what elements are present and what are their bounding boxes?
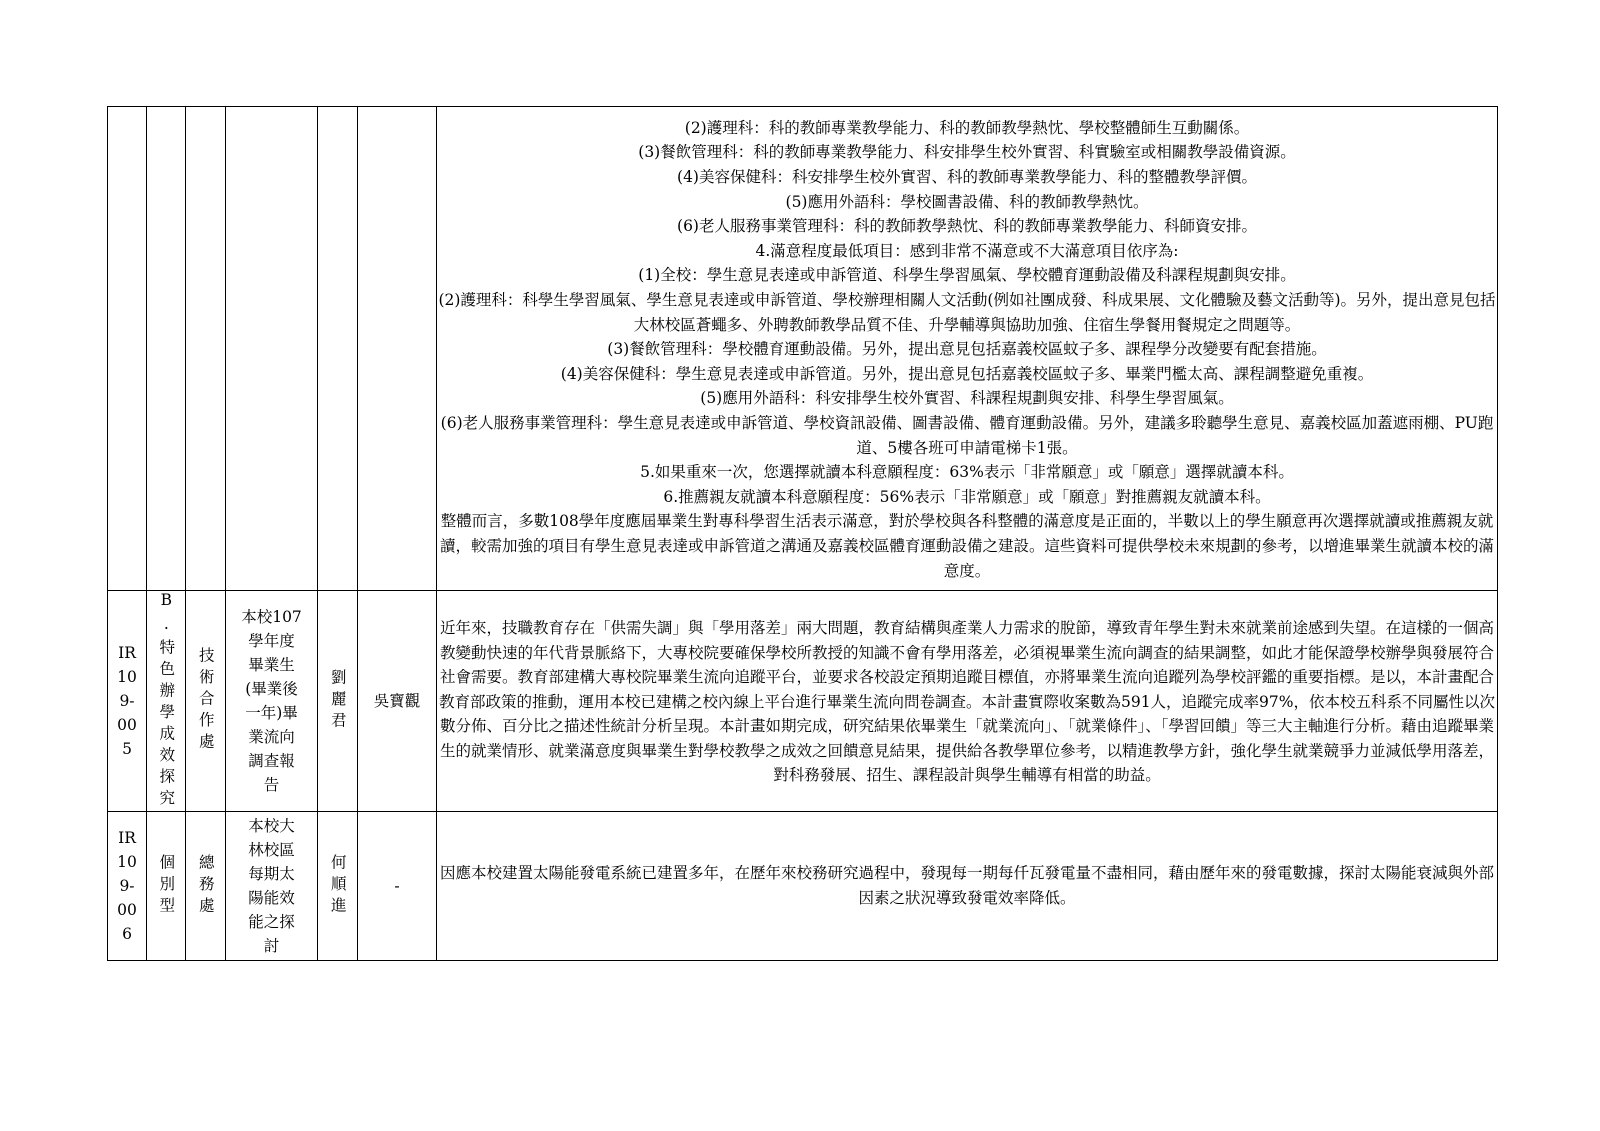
summary-line: 6.推薦親友就讀本科意願程度：56%表示「非常願意」或「願意」對推薦親友就讀本科。 <box>663 487 1271 506</box>
summary-line: 5.如果重來一次，您選擇就讀本科意願程度：63%表示「非常願意」或「願意」選擇就讀本科。 <box>640 463 1294 482</box>
type-cell: B.特色辦學成效探究 <box>147 591 186 812</box>
title-cell <box>226 107 318 591</box>
unit-cell: 總務處 <box>186 812 226 961</box>
summary-line: (2)護理科：科的教師專業教學能力、科的教師教學熱忱、學校整體師生互動關係。 <box>684 118 1250 137</box>
author-cell: 劉麗君 <box>318 591 358 812</box>
type-cell: 個別型 <box>147 812 186 961</box>
author-cell: 何順進 <box>318 812 358 961</box>
summary-cell: 因應本校建置太陽能發電系統已建置多年，在歷年來校務研究過程中，發現每一期每仟瓦發電量不盡相同，藉由歷年來的發電數據，探討太陽能衰減與外部因素之狀況導致發電效率降低。 <box>437 812 1498 961</box>
summary-cell: 近年來，技職教育存在「供需失調」與「學用落差」兩大問題，教育結構與產業人力需求的脫節，導致青年學生對未來就業前途感到失望。在這樣的一個高教變動快速的年代背景脈絡下，大專校院要確保學校所教授的知識不會有學用落差，必須視畢業生流向調查的結果調整，如此才能保證學校辦學與發展符合社會需要。教育部建構大專校院畢業生流向追蹤平台，並要求各校設定預期追蹤目標值，亦將畢業生流向追蹤列為學校評鑑的重要指標。是以，本計畫配合教育部政策的推動，運用本校已建構之校內線上平台進行畢業生流向問卷調查。本計畫實際收案數為591人，追蹤完成率97%，依本校五科系不同屬性以次數分佈、百分比之描述性統計分析呈現。本計畫如期完成，研究結果依畢業生「就業流向」、「就業條件」、「學習回饋」等三大主軸進行分析。藉由追蹤畢業生的就業情形、就業滿意度與畢業生對學校教學之成效之回饋意見結果，提供給各教學單位參考，以精進教學方針，強化學生就業競爭力並減低學用落差，對科務發展、招生、課程設計與學生輔導有相當的助益。 <box>437 591 1498 812</box>
summary-line: (6)老人服務事業管理科：學生意見表達或申訴管道、學校資訊設備、圖書設備、體育運動設備。另外，建議多聆聽學生意見、嘉義校區加蓋遮雨棚、PU跑道、5樓各班可申請電梯卡1張。 <box>440 413 1494 457</box>
summary-line: (1)全校：學生意見表達或申訴管道、科學生學習風氣、學校體育運動設備及科課程規劃與安排。 <box>638 266 1296 285</box>
reviewer-cell: 吳寶觀 <box>358 591 437 812</box>
code-cell: IR 10 9- 00 6 <box>108 812 147 961</box>
reviewer-cell <box>358 107 437 591</box>
code-cell <box>108 107 147 591</box>
table-row-continuation <box>108 107 1498 591</box>
summary-paragraph: 整體而言，多數108學年度應屆畢業生對專科學習生活表示滿意，對於學校與各科整體的滿意度是正面的，半數以上的學生願意再次選擇就讀或推薦親友就讀，較需加強的項目有學生意見表達或申訴管道之溝通及嘉義校區體育運動設備之建設。這些資料可提供學校未來規劃的參考，以增進畢業生就讀本校的滿意度。 <box>439 512 1494 580</box>
code-cell: IR 10 9- 00 5 <box>108 591 147 812</box>
title-cell: 本校大 林校區 每期太 陽能效 能之探 討 <box>226 812 318 961</box>
summary-line: (6)老人服務事業管理科：科的教師教學熱忱、科的教師專業教學能力、科師資安排。 <box>677 217 1257 236</box>
title-cell: 本校107 學年度 畢業生 (畢業後 一年)畢 業流向 調查報 告 <box>226 591 318 812</box>
research-report-table <box>107 106 1498 961</box>
type-cell <box>147 107 186 591</box>
author-cell <box>318 107 358 591</box>
summary-line: (2)護理科：科學生學習風氣、學生意見表達或申訴管道、學校辦理相關人文活動(例如社團成發、科成果展、文化體驗及藝文活動等)。另外，提出意見包括大林校區蒼蠅多、外聘教師教學品質不佳、升學輔導與協助加強、住宿生學餐用餐規定之問題等。 <box>438 291 1496 334</box>
summary-cell <box>437 107 1498 591</box>
summary-line: (4)美容保健科：科安排學生校外實習、科的教師專業教學能力、科的整體教學評價。 <box>677 168 1257 187</box>
reviewer-cell: - <box>358 812 437 961</box>
summary-line: 4.滿意程度最低項目：感到非常不滿意或不大滿意項目依序為: <box>755 241 1179 260</box>
unit-cell <box>186 107 226 591</box>
table-row-ir109-006 <box>108 812 1498 961</box>
summary-line: (5)應用外語科：科安排學生校外實習、科課程規劃與安排、科學生學習風氣。 <box>700 389 1234 408</box>
unit-cell: 技術合作處 <box>186 591 226 812</box>
summary-line: (5)應用外語科：學校圖書設備、科的教師教學熱忱。 <box>785 192 1149 211</box>
table-row-ir109-005 <box>108 591 1498 812</box>
summary-line: (3)餐飲管理科：學校體育運動設備。另外，提出意見包括嘉義校區蚊子多、課程學分改變要有配套措施。 <box>607 340 1327 359</box>
summary-line: (4)美容保健科：學生意見表達或申訴管道。另外，提出意見包括嘉義校區蚊子多、畢業門檻太高、課程調整避免重複。 <box>560 364 1374 383</box>
summary-line: (3)餐飲管理科：科的教師專業教學能力、科安排學生校外實習、科實驗室或相關教學設備資源。 <box>638 143 1296 162</box>
